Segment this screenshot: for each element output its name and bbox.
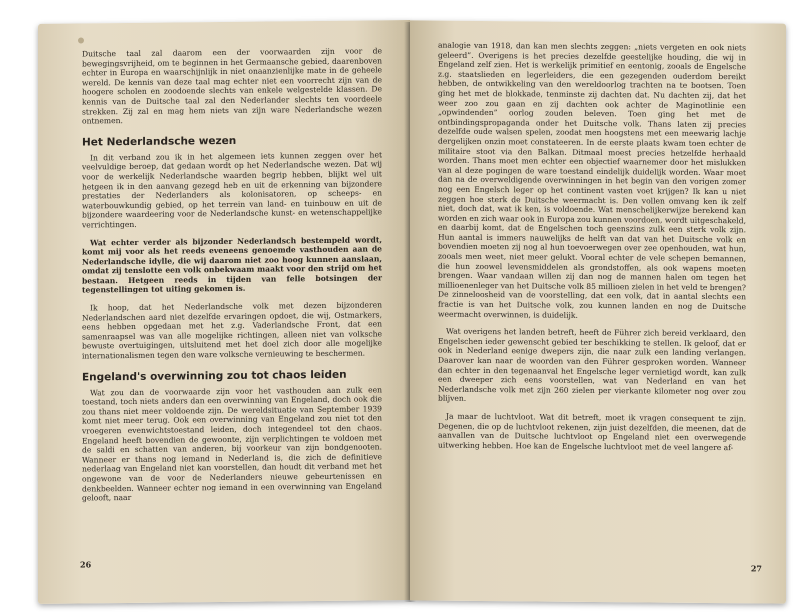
bold-paragraph: Wat echter verder als bijzonder Nederlandsch bestempeld wordt, komt mij voor als het reeds eveneens genoemde vasthouden aan de Nederlandsche idylle, die wij daarom niet zoo hoog kunnen aanslaan, omdat zij tenslotte een volk onbekwaam maakt voor den strijd om het bestaan. Hetgeen reeds in tijden van felle botsingen der tegenstellingen tot uiting gekomen is. <box>82 234 382 295</box>
open-booklet <box>38 22 786 602</box>
page-number: 26 <box>80 559 92 570</box>
paragraph: Ik hoop, dat het Nederlandsche volk met dezen bijzonderen Nederlandschen aard niet dezelfde ervaringen opdoet, die wij, Ostmarkers, eens hebben opgedaan met het z.g. Vaderlandsche Front, dat een samenraapsel was van alle mogelijke richtingen, alleen niet van volksche bewuste overtuigingen, uitsluitend met het doel zich door alle mogelijke internationalismen tegen den ware volksche vernieuwing te beschermen. <box>82 300 382 361</box>
paragraph: Wat overigens het landen betreft, heeft de Führer zich bereid verklaard, den Engelschen ieder gewenscht gebied ter beschikking te stellen. Ik geloof, dat er ook in Nederland eenige dwepers zijn, die naar zulk een landing verlangen. Daarover kan naar de woorden van den Führer gesproken worden. Wanneer dan echter in den tegenaanval het Engelsche leger vernietigd wordt, kan zulk een dweeper zich eens voorstellen, wat van Nederland en van het Nederlandsche volk met zijn 260 zielen per vierkante kilometer nog over zou blijven. <box>438 326 746 404</box>
left-page-text-column <box>82 46 382 511</box>
paragraph: Ja maar de luchtvloot. Wat dit betreft, moet ik vragen consequent te zijn. Degenen, die op de luchtvloot rekenen, zijn juist dezelfden, die meenen, dat de aanvallen van de Duitsche luchtvloot op Engeland niet een overwegende uitwerking hebben. Hoe kan de Engelsche luchtvloot met de veel langere af- <box>438 411 746 452</box>
page-number: 27 <box>750 563 762 574</box>
paragraph: analogie van 1918, dan kan men slechts zeggen: „niets vergeten en ook niets geleerd”. Overigens is het precies dezelfde geestelijke houding, die wij in Engeland zelf zien. Het is werkelijk primitief en eentonig, zooals de Engelsche z.g. staatslieden en legerleiders, die een gezegenden ouderdom bereikt hebben, de ontwikkeling van den wereldoorlog trachten na te bootsen. Toen ging het met de blokkade, tenminste zij dachten dat. Nu dachten zij, dat het weer zoo zou gaan en zij dachten ook achter de Maginotlinie een „opwindenden” oorlog zouden beleven. Toen ging het met de ontbindingspropaganda onder het Duitsche volk. Thans laten zij precies dezelfde oude walsen spelen, zoodat men hoogstens met een meewarig lachje dergelijken onzin moet constateeren. In de eerste plaats kwam toen echter de militaire stoot via den Balkan. Ditmaal moest precies hetzelfde herhaald worden. Thans moet men echter een objectief waarnemer door het mislukken van al deze pogingen de ware toestand eindelijk duidelijk worden. Waar moet dan na de overweldigende overwinningen in het begin van den vorigen zomer nog een Engelsch leger op het continent vasten voet krijgen? Ik kan u niet zeggen hoe sterk de Duitsche weermacht is. Den vollen omvang ken ik zelf niet, doch dat, wat ik ken, is voldoende. Wat menschelijkerwijze berekend kan worden en zich waar ook in Europa zou kunnen voordoen, wordt uitgeschakeld, en daarbij komt, dat de Engelschen toch geenszins zulk een sterk volk zijn. Hun aantal is immers nauwelijks de helft van dat van het Duitsche volk en bovendien moeten zij nog al hun toevoerwegen over zee openhouden, wat hun, zooals men weet, niet meer gelukt. Vooral echter de vele schepen bemannen, die hun zoowel levensmiddelen als grondstoffen, als ook wapens moeten brengen. Waar vandaan willen zij dan nog de mannen halen om tegen het millioenenleger van het Duitsche volk 85 millioen zielen in het veld te brengen? De zinneloosheid van de voorstelling, dat een volk, dat in aantal slechts een fractie is van het Duitsche volk, zou kunnen landen en nog de Duitsche weermacht overwinnen, is duidelijk. <box>438 40 746 320</box>
paragraph: Duitsche taal zal daarom een der voorwaarden zijn voor de bewegingsvrijheid, om te beginnen in het Germaansche gebied, daarenboven echter in Europa en waarschijnlijk in niet onaanzienlijke mate in de geheele wereld. De kennis van deze taal mag echter niet een voorrecht zijn van de hoogere scholen en zoodoende slechts van enkele welgestelde klassen. De kennis van de Duitsche taal zal den Nederlander slechts ten voordeele strekken. Zij zal en mag hem niets van zijn ware Nederlandsche wezen ontnemen. <box>82 46 382 126</box>
right-page-text-column <box>438 41 746 461</box>
section-heading: Het Nederlandsche wezen <box>82 134 237 149</box>
paragraph: In dit verband zou ik in het algemeen iets kunnen zeggen over het veelvuldige beroep, dat gedaan wordt op het Nederlandsche wezen. Dat wij voor de werkelijk Nederlandsche waarden begrip hebben, blijkt wel uit hetgeen ik in den aanvang gezegd heb en uit de erkenning van bijzondere prestaties der Nederlanders als kolonisatoren, op scheeps- en waterbouwkundig gebied, op het terrein van land- en tuinbouw en uit de bijzondere waardeering voor de Nederlandsche kunst- en wetenschappelijke verrichtingen. <box>82 150 382 230</box>
right-page <box>410 20 786 603</box>
section-heading: Engeland's overwinning zou tot chaos leiden <box>82 368 347 384</box>
page-mark <box>78 37 84 43</box>
left-page <box>38 20 410 604</box>
paragraph: Wat zou dan de voorwaarde zijn voor het vasthouden aan zulk een toestand, toch niets anders dan een overwinning van Engeland, doch ook die zou thans niet meer voldoende zijn. De wereldsituatie van September 1939 komt niet meer terug. Ook een overwinning van Engeland zou niet tot den vroegeren evenwichtstoestand leiden, doch integendeel tot den chaos. Engeland heeft bovendien de gewoonte, zijn verplichtingen te voldoen met de saldi en schatten van anderen, bij voorkeur van zijn bondgenooten. Wanneer er thans nog iemand in Nederland is, die zich de definitieve nederlaag van Engeland niet kan voorstellen, dan houdt dit verband met het ongewone van de voor de Nederlanders nieuwe gebeurtenissen en denkbeelden. Wanneer echter nog iemand in een overwinning van Engeland gelooft, naar <box>82 384 382 503</box>
